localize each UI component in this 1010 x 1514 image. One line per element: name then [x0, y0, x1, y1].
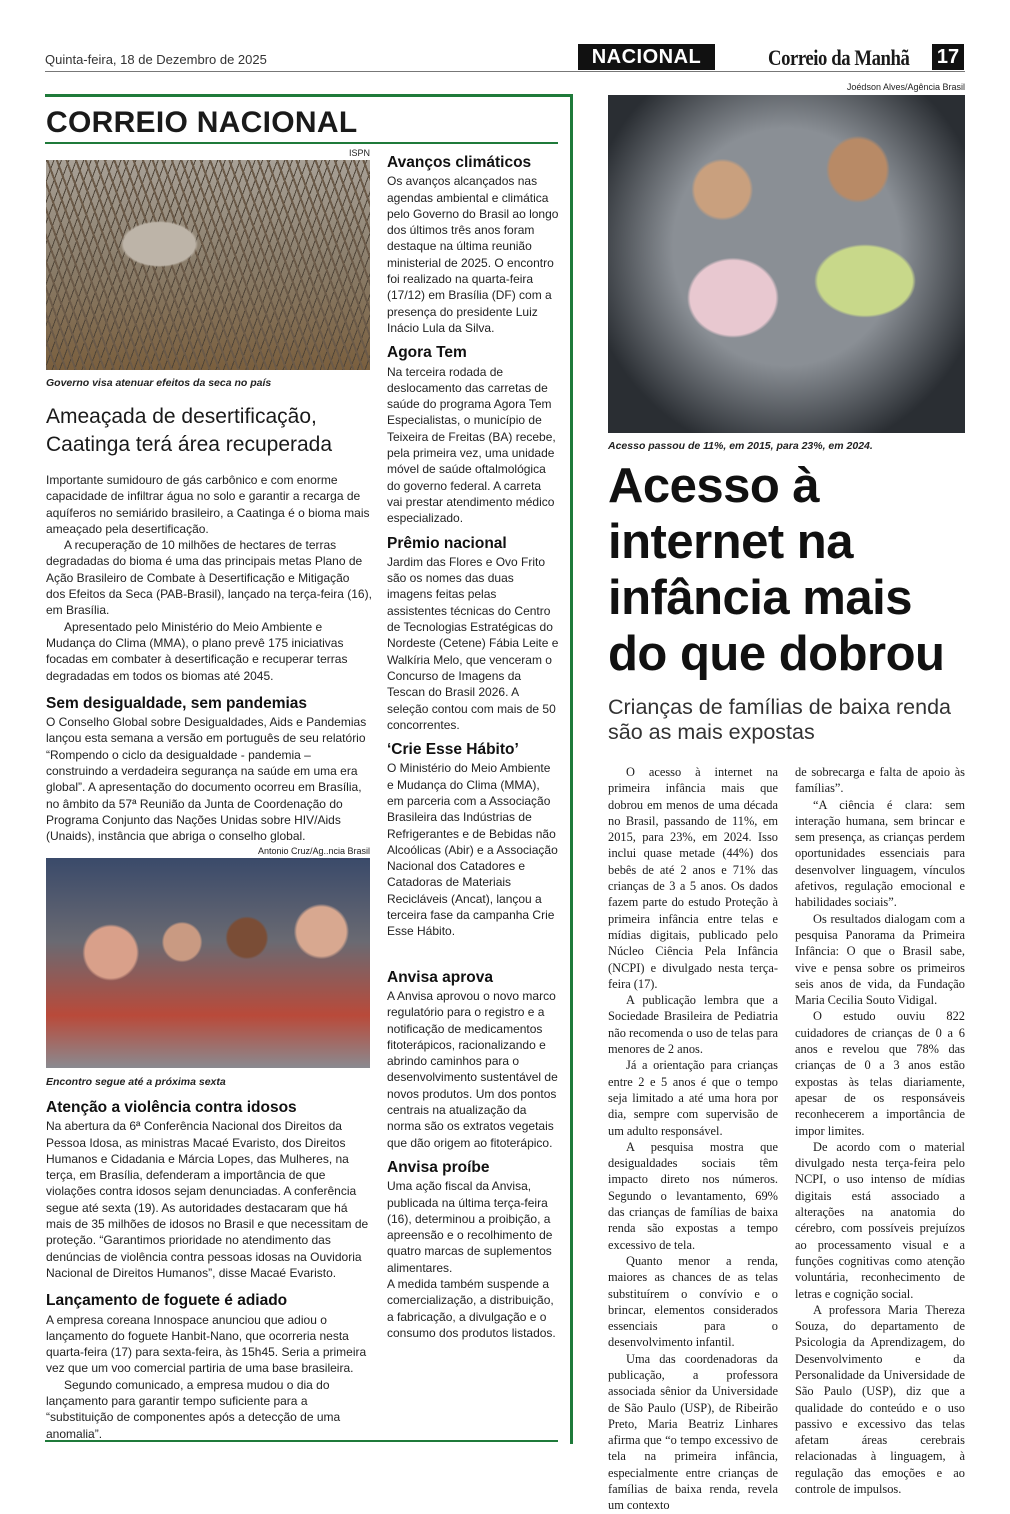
- newspaper-logo: Correio da Manhã: [768, 45, 910, 70]
- paragraph: Segundo comunicado, a empresa mudou o dia do lançamento para garantir tempo suficiente para a “substituição de componentes após a detecção de uma anomalia”.: [46, 1377, 341, 1441]
- paragraph: A pesquisa mostra que desigualdades sociais têm impacto direto nos números. Segundo o levantamento, 69% das crianças de famílias de baixa renda são expostas a tempo excessivo de tela.: [608, 1139, 778, 1252]
- issue-date: Quinta-feira, 18 de Dezembro de 2025: [45, 52, 267, 67]
- photo-caption: Governo visa atenuar efeitos da seca no país: [46, 377, 272, 389]
- left-lower-articles: [46, 1090, 372, 1442]
- paragraph: “A ciência é clara: sem interação humana, sem brincar e sem presença, as crianças perdem oportunidades essenciais para desenvolver linguagem, vínculos afetivos, regulação emocional e habilidades sociais”.: [795, 797, 965, 910]
- conference-photo: [46, 858, 370, 1068]
- paragraph: A publicação lembra que a Sociedade Brasileira de Pediatria não recomenda o uso de telas para menores de 2 anos.: [608, 993, 778, 1057]
- brief-text: Os avanços alcançados nas agendas ambiental e climática pelo Governo do Brasil ao longo dos últimos três anos foram destaque na última reunião ministerial de 2025. O encontro foi realizado na quarta-feira (17/12) em Brasília (DF) com a presença do presidente Luiz Inácio Lula da Silva.: [387, 174, 559, 335]
- brief-text: Uma ação fiscal da Anvisa, publicada na última terça-feira (16), determinou a proibição, a apreensão e o recolhimento de quatro marcas de suplementos alimentares.: [387, 1179, 553, 1275]
- column-title: CORREIO NACIONAL: [46, 106, 358, 139]
- brief-text: Na terceira rodada de deslocamento das carretas de saúde do programa Agora Tem Especialistas, o município de Teixeira de Freitas (BA) recebe, pela primeira vez, uma unidade móvel de saúde oftalmológica do governo federal. A carreta vai prestar atendimento médico especializado.: [387, 364, 556, 526]
- paragraph: Apresentado pelo Ministério do Meio Ambiente e Mudança do Clima (MMA), o plano prevê 175 iniciativas focadas em combater à desertificação e recuperar terras degradadas em todos os biomas até 2045.: [46, 619, 348, 683]
- briefs-column: [387, 155, 559, 1341]
- section-label: NACIONAL: [578, 44, 715, 70]
- caatinga-photo: [46, 160, 370, 370]
- subhead: Lançamento de foguete é adiado: [46, 1292, 288, 1310]
- paragraph: Já a orientação para crianças entre 2 e 5 anos é que o tempo seja limitado a até uma hora por dia, sempre com supervisão de um adulto responsável.: [608, 1058, 778, 1138]
- header-rule: [45, 71, 965, 72]
- brief-text: A medida também suspende a comercialização, a distribuição, a fabricação, a divulgação e o consumo dos produtos listados.: [387, 1277, 556, 1340]
- paragraph: O Conselho Global sobre Desigualdades, Aids e Pandemias lançou esta semana a versão em português de seu relatório “Rompendo o ciclo da desigualdade - pandemia – construindo a verdadeira segurança na saúde em uma era global”. A apresentação do documento ocorreu em Brasília, no âmbito da 57ª Reunião da Junta de Coordenação do Programa Conjunto das Nações Unidas sobre HIV/Aids (Unaids), instância que abriga o conselho global.: [46, 715, 367, 844]
- brief-title: ‘Crie Esse Hábito’: [387, 741, 519, 759]
- photo-credit: Joédson Alves/Agência Brasil: [846, 82, 965, 92]
- article-column-2: [795, 764, 965, 1497]
- main-subhead: Crianças de famílias de baixa renda são as mais expostas: [608, 695, 951, 744]
- brief-title: Anvisa proíbe: [387, 1158, 490, 1176]
- paragraph: Importante sumidouro de gás carbônico e com enorme capacidade de infiltrar água no solo e garantir a recarga de aquíferos no semiárido brasileiro, a Caatinga é o bioma mais ameaçado pela desertificação.: [46, 473, 370, 536]
- page-number: 17: [932, 44, 964, 70]
- paragraph: De acordo com o material divulgado nesta terça-feira pelo NCPI, o uso intenso de mídias digitais está associado a alterações na anatomia do cérebro, com possíveis prejuízos ao processamento visual e a funções cognitivas como atenção voluntária, reconhecimento de letras e cognição social.: [795, 1139, 965, 1301]
- left-articles: [46, 472, 372, 845]
- brief-title: Anvisa aprova: [387, 968, 493, 986]
- paragraph: Uma das coordenadoras da publicação, a professora associada sênior da Universidade de São Paulo (USP), de Ribeirão Preto, Maria Beatriz Linhares afirma que “o tempo excessivo de tela na primeira infância, especialmente entre crianças de famílias de baixa renda, revela um contexto: [608, 1351, 778, 1513]
- photo-caption: Acesso passou de 11%, em 2015, para 23%, em 2024.: [608, 440, 873, 452]
- paragraph: A empresa coreana Innospace anunciou que adiou o lançamento do foguete Hanbit-Nano, que ocorreria nesta quarta-feira (17) para sexta-feira, às 15h45. Seria a primeira vez que um voo comercial partiria de uma base brasileira.: [46, 1312, 367, 1376]
- paragraph: Na abertura da 6ª Conferência Nacional dos Direitos da Pessoa Idosa, as ministras Macaé Evaristo, dos Direitos Humanos e Cidadania e Márcia Lopes, das Mulheres, na terça, em Brasília, defenderam a importância de que violações contra idosos sejam denunciadas. A conferência segue até sexta (19). As autoridades destacaram que há mais de 35 milhões de idosos no Brasil e que necessitam de proteção. “Garantimos prioridade no atendimento das denúncias de violência contra pessoas idosas na Ouvidoria Nacional de Direitos Humanos”, disse Macaé Evaristo.: [46, 1119, 369, 1280]
- subhead: Atenção a violência contra idosos: [46, 1099, 297, 1116]
- brief-text: A Anvisa aprovou o novo marco regulatório para o registro e a notificação de medicamentos fitoterápicos, racionalizando e abrindo caminhos para o desenvolvimento sustentável de novos produtos. Um dos pontos centrais na atualização da norma são os extratos vegetais que dão origem ao fitoterápico.: [387, 988, 558, 1150]
- children-phones-photo: [608, 95, 965, 433]
- photo-credit: ISPN: [348, 148, 370, 158]
- paragraph: O acesso à internet na primeira infância mais que dobrou em menos de uma década no Brasil, passando de 11%, em 2015, para 23%, em 2024. Isso inclui quase metade (44%) dos bebês de até 2 anos e 71% das crianças de 3 a 5 anos. Os dados fazem parte do estudo Proteção à primeira infância entre telas e mídias digitais, publicado pelo Núcleo Ciência Pela Infância (NCPI) e divulgado nesta terça-feira (17).: [608, 765, 778, 991]
- box-border-right: [570, 94, 573, 1444]
- photo-caption: Encontro segue até a próxima sexta: [46, 1076, 226, 1088]
- paragraph: A professora Maria Thereza Souza, do departamento de Psicologia da Aprendizagem, do Desenvolvimento e da Personalidade da Universidade de São Paulo (USP), diz que a qualidade do conteúdo e o uso passivo e excessivo das telas afetam áreas cerebrais relacionadas à linguagem, à regulação das emoções e ao controle de impulsos.: [795, 1302, 965, 1497]
- main-headline: Acesso à internet na infância mais do que dobrou: [608, 459, 945, 681]
- box-border-top: [45, 94, 572, 97]
- brief-title: Agora Tem: [387, 344, 467, 362]
- paragraph: O estudo ouviu 822 cuidadores de crianças de 0 a 6 anos e revelou que 78% das crianças de 0 a 3 anos estão expostas às telas diariamente, apesar de os responsáveis reconhecerem a importância de impor limites.: [795, 1009, 965, 1138]
- brief-text: O Ministério do Meio Ambiente e Mudança do Clima (MMA), em parceria com a Associação Brasileira das Indústrias de Refrigerantes e de Bebidas não Alcoólicas (Abir) e a Associação Nacional dos Catadores e Catadoras de Materiais Recicláveis (Ancat), lançou a terceira fase da campanha Crie Esse Hábito.: [387, 761, 558, 939]
- paragraph: A recuperação de 10 milhões de hectares de terras degradadas do bioma é uma das principais metas Plano de Ação Brasileiro de Combate à Desertificação e Mitigação dos Efeitos da Seca (PAB-Brasil), lançado na terça-feira (16), em Brasília.: [46, 538, 372, 618]
- photo-credit: Antonio Cruz/Ag..ncia Brasil: [257, 846, 370, 856]
- brief-title: Avanços climáticos: [387, 154, 532, 171]
- article-column-1: [608, 764, 778, 1514]
- paragraph: Quanto menor a renda, maiores as chances de as telas substituírem o convívio e o brincar, elementos considerados essenciais para o desenvolvimento infantil.: [608, 1253, 778, 1350]
- subhead: Sem desigualdade, sem pandemias: [46, 694, 308, 712]
- brief-text: Jardim das Flores e Ovo Frito são os nomes das duas imagens feitas pelas assistentes técnicas do Centro de Tecnologias Estratégicas do Nordeste (Cetene) Fábia Leite e Walkíria Melo, que venceram o Concurso de Imagens da Tescan do Brasil 2026. A seleção contou com mais de 50 concorrentes.: [387, 554, 559, 732]
- paragraph: Os resultados dialogam com a pesquisa Panorama da Primeira Infância: O que o Brasil sabe, vive e pensa sobre os primeiros seis anos de vida, da Fundação Maria Cecilia Souto Vidigal.: [795, 911, 965, 1008]
- paragraph: de sobrecarga e falta de apoio às famílias”.: [795, 765, 965, 796]
- article-headline: Ameaçada de desertificação, Caatinga terá área recuperada: [46, 405, 333, 456]
- title-underline: [45, 142, 558, 144]
- brief-title: Prêmio nacional: [387, 534, 507, 552]
